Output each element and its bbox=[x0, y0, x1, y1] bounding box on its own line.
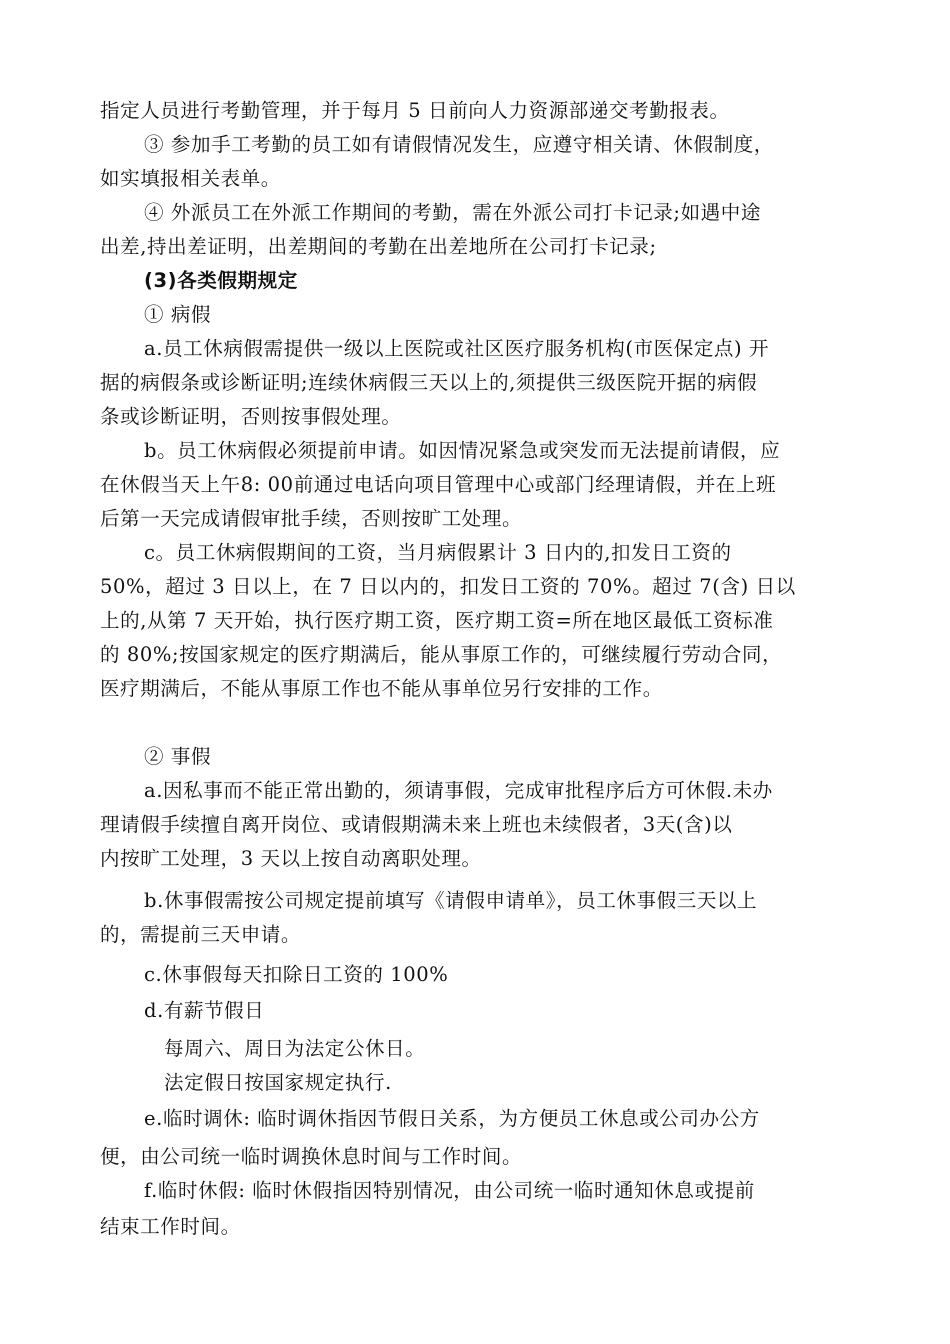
text-line: b.休事假需按公司规定提前填写《请假申请单》，员工休事假三天以上 bbox=[144, 889, 758, 912]
text-line: 的 80%;按国家规定的医疗期满后，能从事原工作的，可继续履行劳动合同， bbox=[100, 643, 783, 666]
text-line: 法定假日按国家规定执行. bbox=[164, 1071, 392, 1094]
text-line: 每周六、周日为法定公休日。 bbox=[164, 1037, 426, 1060]
text-line: 出差,持出差证明，出差期间的考勤在出差地所在公司打卡记录; bbox=[100, 235, 657, 258]
text-line: 的，需提前三天申请。 bbox=[100, 923, 302, 946]
text-line: a.员工休病假需提供一级以上医院或社区医疗服务机构(市医保定点) 开 bbox=[144, 337, 770, 360]
text-line: c。员工休病假期间的工资，当月病假累计 3 日内的,扣发日工资的 bbox=[144, 541, 732, 564]
subsection-heading: ② 事假 bbox=[144, 745, 212, 768]
text-line: ④ 外派员工在外派工作期间的考勤，需在外派公司打卡记录;如遇中途 bbox=[144, 201, 761, 224]
text-line: 在休假当天上午8: 00前通过电话向项目管理中心或部门经理请假，并在上班 bbox=[100, 473, 777, 496]
text-line: 理请假手续擅自离开岗位、或请假期满未来上班也未续假者，3天(含)以 bbox=[100, 813, 733, 836]
text-line: d.有薪节假日 bbox=[144, 999, 265, 1022]
text-line: 如实填报相关表单。 bbox=[100, 167, 281, 190]
text-line: b。员工休病假必须提前申请。如因情况紧急或突发而无法提前请假，应 bbox=[144, 439, 781, 462]
text-line: 条或诊断证明，否则按事假处理。 bbox=[100, 405, 402, 428]
text-line: 内按旷工处理，3 天以上按自动离职处理。 bbox=[100, 847, 482, 870]
text-line: 50%，超过 3 日以上，在 7 日以内的，扣发日工资的 70%。超过 7(含) 日以 bbox=[100, 575, 796, 598]
text-line: c.休事假每天扣除日工资的 100% bbox=[144, 963, 449, 986]
text-line: 医疗期满后，不能从事原工作也不能从事单位另行安排的工作。 bbox=[100, 677, 663, 700]
text-line: 结束工作时间。 bbox=[100, 1215, 241, 1238]
text-line: 后第一天完成请假审批手续，否则按旷工处理。 bbox=[100, 507, 523, 530]
text-line: a.因私事而不能正常出勤的，须请事假，完成审批程序后方可休假.未办 bbox=[144, 779, 773, 802]
text-line: 据的病假条或诊断证明;连续休病假三天以上的,须提供三级医院开据的病假 bbox=[100, 371, 758, 394]
text-line: 上的,从第 7 天开始，执行医疗期工资，医疗期工资=所在地区最低工资标准 bbox=[100, 609, 774, 632]
text-line: f.临时休假: 临时休假指因特别情况，由公司统一临时通知休息或提前 bbox=[144, 1179, 755, 1202]
section-heading: (3)各类假期规定 bbox=[144, 269, 298, 292]
text-line: e.临时调休: 临时调休指因节假日关系，为方便员工休息或公司办公方 bbox=[144, 1107, 760, 1130]
text-line: ③ 参加手工考勤的员工如有请假情况发生，应遵守相关请、休假制度， bbox=[144, 133, 774, 156]
text-line: 指定人员进行考勤管理，并于每月 5 日前向人力资源部递交考勤报表。 bbox=[100, 99, 730, 122]
text-line: 便，由公司统一临时调换休息时间与工作时间。 bbox=[100, 1145, 523, 1168]
subsection-heading: ① 病假 bbox=[144, 303, 212, 326]
